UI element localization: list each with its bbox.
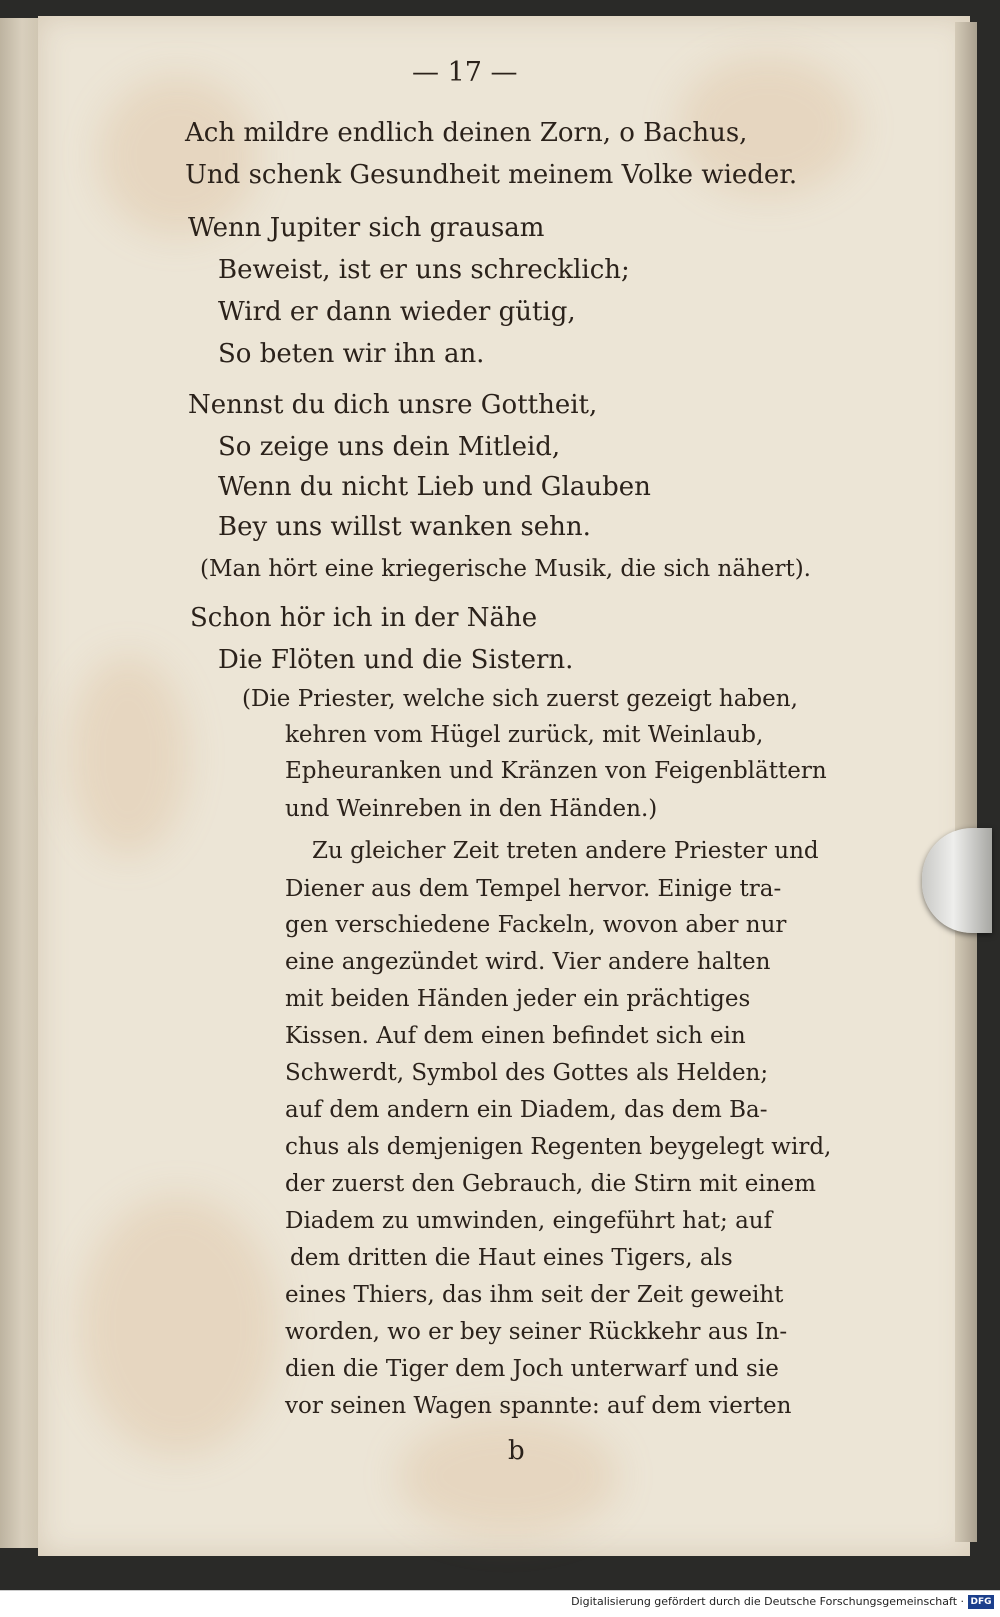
text-line: Wenn Jupiter sich grausam — [188, 213, 545, 243]
text-line: chus als demjenigen Regenten beygelegt wird, — [285, 1134, 832, 1160]
footer-bar — [0, 1590, 1000, 1617]
text-line: dem dritten die Haut eines Tigers, als — [290, 1245, 733, 1271]
text-line: Schon hör ich in der Nähe — [190, 603, 538, 633]
footer-credit: Digitalisierung gefördert durch die Deutsche Forschungsgemeinschaft · — [571, 1595, 964, 1608]
text-line: worden, wo er bey seiner Rückkehr aus In- — [285, 1319, 788, 1345]
text-line: gen verschiedene Fackeln, wovon aber nur — [285, 912, 787, 938]
text-line: Wenn du nicht Lieb und Glauben — [218, 472, 651, 502]
text-line: Und schenk Gesundheit meinem Volke wieder. — [185, 160, 798, 190]
text-line: Wird er dann wieder gütig, — [218, 297, 576, 327]
stage-direction: und Weinreben in den Händen.) — [285, 796, 658, 822]
text-line: eine angezündet wird. Vier andere halten — [285, 949, 771, 975]
text-line: mit beiden Händen jeder ein prächtiges — [285, 986, 751, 1012]
signature-mark: b — [508, 1436, 525, 1466]
text-line: So zeige uns dein Mitleid, — [218, 432, 561, 462]
text-line: vor seinen Wagen spannte: auf dem vierten — [285, 1393, 792, 1419]
page-stack-edge — [955, 22, 977, 1542]
facing-page-edge — [0, 18, 40, 1548]
text-line: Zu gleicher Zeit treten andere Priester und — [312, 838, 819, 864]
text-line: auf dem andern ein Diadem, das dem Ba- — [285, 1097, 768, 1123]
text-line: Ach mildre endlich deinen Zorn, o Bachus, — [185, 118, 748, 148]
text-line: dien die Tiger dem Joch unterwarf und sie — [285, 1356, 779, 1382]
text-line: So beten wir ihn an. — [218, 339, 485, 369]
dfg-logo: DFG — [968, 1595, 994, 1609]
text-line: Nennst du dich unsre Gottheit, — [188, 390, 598, 420]
stage-direction: Epheuranken und Kränzen von Feigenblättern — [285, 758, 827, 784]
text-line: Bey uns willst wanken sehn. — [218, 512, 591, 542]
text-line: Schwerdt, Symbol des Gottes als Helden; — [285, 1060, 769, 1086]
text-line: der zuerst den Gebrauch, die Stirn mit einem — [285, 1171, 816, 1197]
text-line: Diener aus dem Tempel hervor. Einige tra- — [285, 876, 782, 902]
text-line: Die Flöten und die Sistern. — [218, 645, 574, 675]
page-header: — 17 — — [412, 57, 518, 88]
stage-direction: (Man hört eine kriegerische Musik, die sich nähert). — [200, 556, 811, 582]
text-line: eines Thiers, das ihm seit der Zeit geweiht — [285, 1282, 784, 1308]
text-line: Diadem zu umwinden, eingeführt hat; auf — [285, 1208, 773, 1234]
text-line: Kissen. Auf dem einen befindet sich ein — [285, 1023, 746, 1049]
stage-direction: kehren vom Hügel zurück, mit Weinlaub, — [285, 722, 764, 748]
text-line: Beweist, ist er uns schrecklich; — [218, 255, 630, 285]
stage-direction: (Die Priester, welche sich zuerst gezeigt haben, — [242, 686, 798, 712]
